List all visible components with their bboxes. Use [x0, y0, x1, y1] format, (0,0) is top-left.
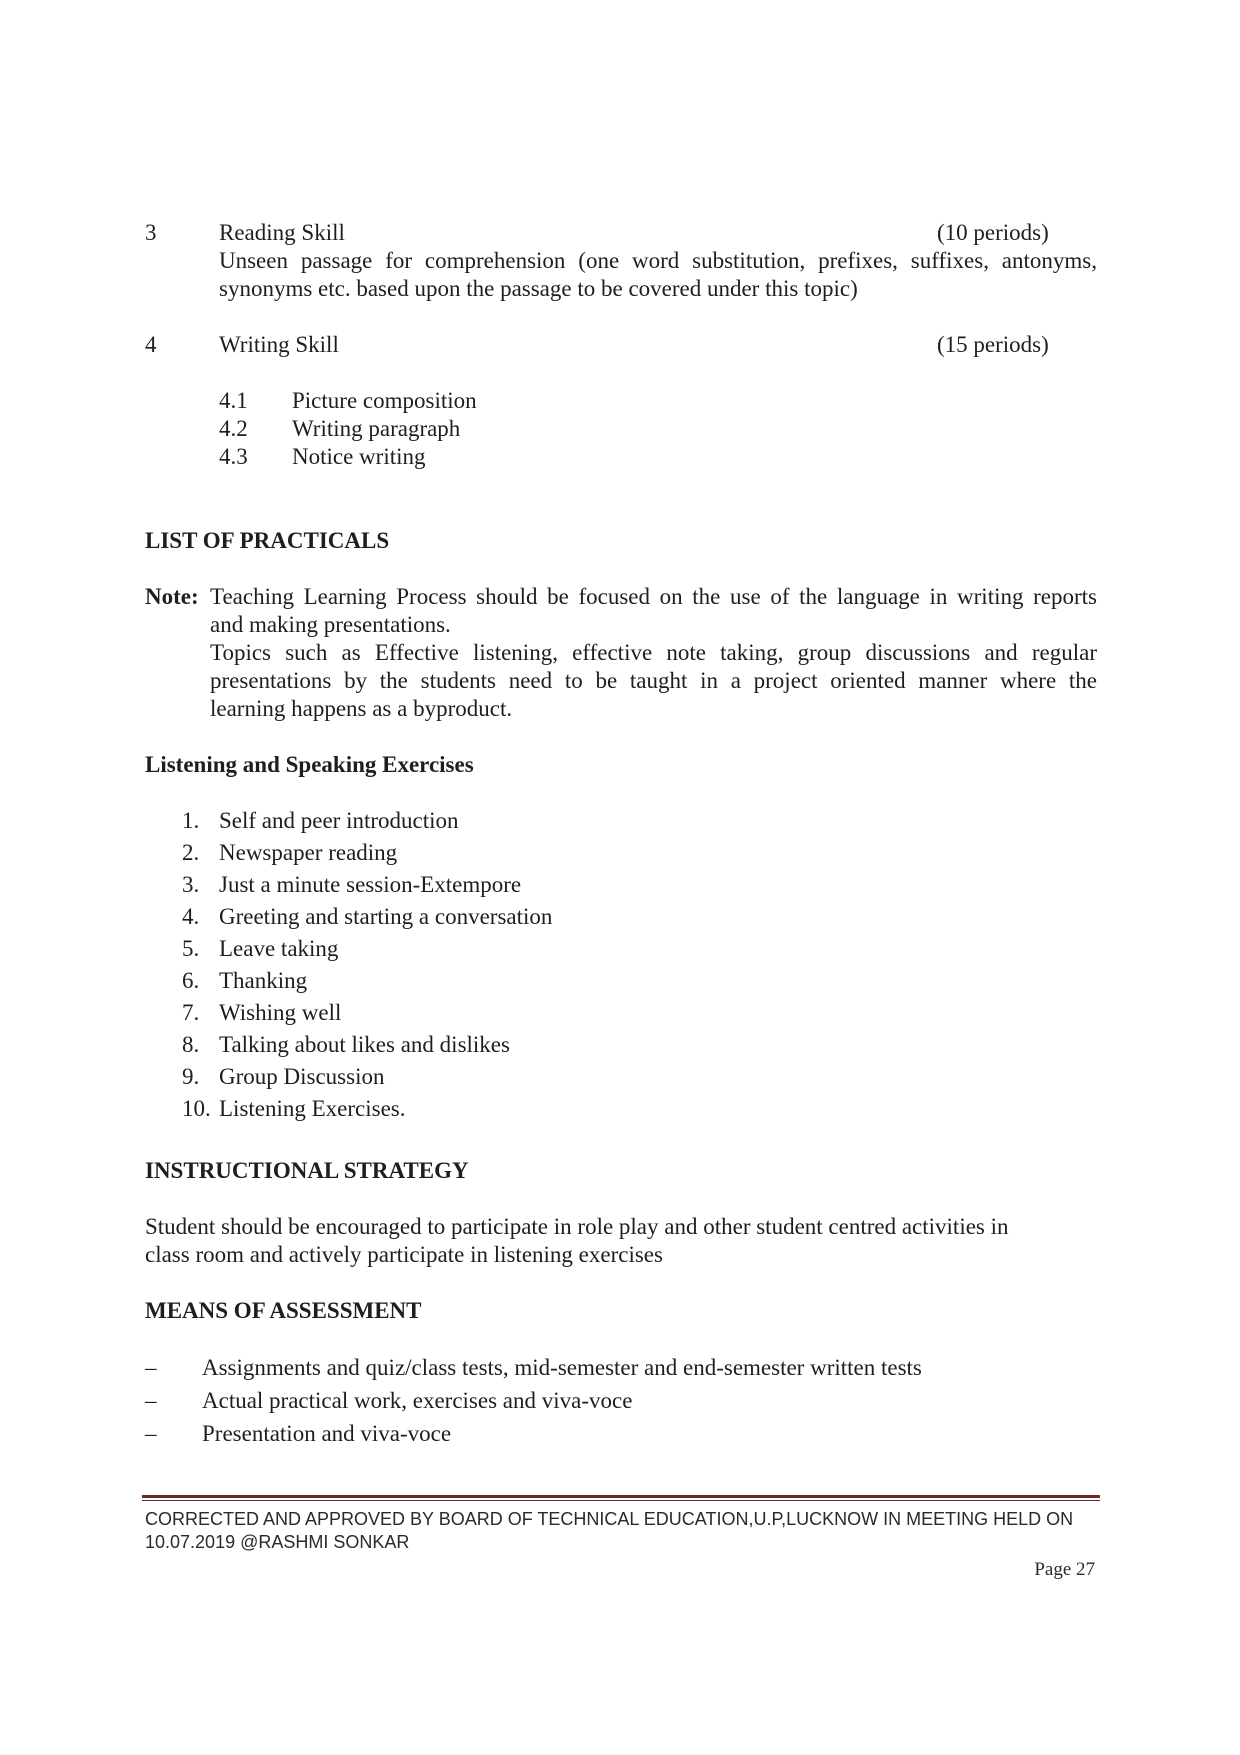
bullet-dash: – [145, 1421, 157, 1446]
subitem-text: Picture composition [292, 388, 477, 413]
list-item: Greeting and starting a conversation [219, 904, 553, 929]
bullet-dash: – [145, 1388, 157, 1413]
list-item: Group Discussion [219, 1064, 385, 1089]
list-item-number: 8. [182, 1032, 200, 1057]
page-number: Page 27 [1034, 1559, 1095, 1580]
section-number: 3 [145, 220, 157, 245]
assessment-item: Actual practical work, exercises and viva-voce [202, 1388, 633, 1413]
subitem-number: 4.2 [219, 416, 248, 441]
list-item-number: 1. [182, 808, 200, 833]
note-label: Note: [145, 584, 199, 609]
section-title: Reading Skill [219, 220, 345, 245]
note-line: learning happens as a byproduct. [210, 696, 513, 721]
strategy-text: class room and actively participate in listening exercises [145, 1242, 663, 1267]
assessment-item: Presentation and viva-voce [202, 1421, 452, 1446]
list-item: Just a minute session-Extempore [219, 872, 522, 897]
note-line: presentations by the students need to be taught in a project oriented manner where the [210, 668, 1097, 693]
list-item-number: 9. [182, 1064, 200, 1089]
subitem-text: Notice writing [292, 444, 426, 469]
strategy-heading: INSTRUCTIONAL STRATEGY [145, 1158, 469, 1183]
list-item: Newspaper reading [219, 840, 398, 865]
list-item-number: 3. [182, 872, 200, 897]
subitem-number: 4.3 [219, 444, 248, 469]
list-item: Wishing well [219, 1000, 342, 1025]
list-item-number: 4. [182, 904, 200, 929]
list-item-number: 6. [182, 968, 200, 993]
exercises-subheading: Listening and Speaking Exercises [145, 752, 474, 777]
note-line: Topics such as Effective listening, effective note taking, group discussions and regular [210, 640, 1097, 665]
section-description: synonyms etc. based upon the passage to be covered under this topic) [219, 276, 858, 301]
subitem-number: 4.1 [219, 388, 248, 413]
list-item: Talking about likes and dislikes [219, 1032, 510, 1057]
list-item-number: 10. [182, 1096, 211, 1121]
footer-text: 10.07.2019 @RASHMI SONKAR [145, 1532, 410, 1552]
note-line: and making presentations. [210, 612, 451, 637]
section-description: Unseen passage for comprehension (one word substitution, prefixes, suffixes, antonyms, [219, 248, 1097, 273]
strategy-text: Student should be encouraged to participate in role play and other student centred activities in [145, 1214, 1009, 1239]
list-item-number: 7. [182, 1000, 200, 1025]
section-periods: (15 periods) [937, 332, 1049, 357]
footer-text: CORRECTED AND APPROVED BY BOARD OF TECHNICAL EDUCATION,U.P,LUCKNOW IN MEETING HELD ON [145, 1509, 1074, 1529]
bullet-dash: – [145, 1355, 157, 1380]
list-item: Leave taking [219, 936, 339, 961]
subitem-text: Writing paragraph [292, 416, 461, 441]
section-title: Writing Skill [219, 332, 339, 357]
footer-rule [142, 1495, 1100, 1498]
footer-rule [142, 1500, 1100, 1501]
list-item-number: 5. [182, 936, 200, 961]
list-item: Thanking [219, 968, 308, 993]
assessment-item: Assignments and quiz/class tests, mid-semester and end-semester written tests [202, 1355, 922, 1380]
list-item: Listening Exercises. [219, 1096, 406, 1121]
section-periods: (10 periods) [937, 220, 1049, 245]
list-item: Self and peer introduction [219, 808, 459, 833]
assessment-heading: MEANS OF ASSESSMENT [145, 1298, 422, 1323]
practicals-heading: LIST OF PRACTICALS [145, 528, 390, 553]
section-number: 4 [145, 332, 157, 357]
list-item-number: 2. [182, 840, 200, 865]
note-line: Teaching Learning Process should be focused on the use of the language in writing reports [210, 584, 1097, 609]
